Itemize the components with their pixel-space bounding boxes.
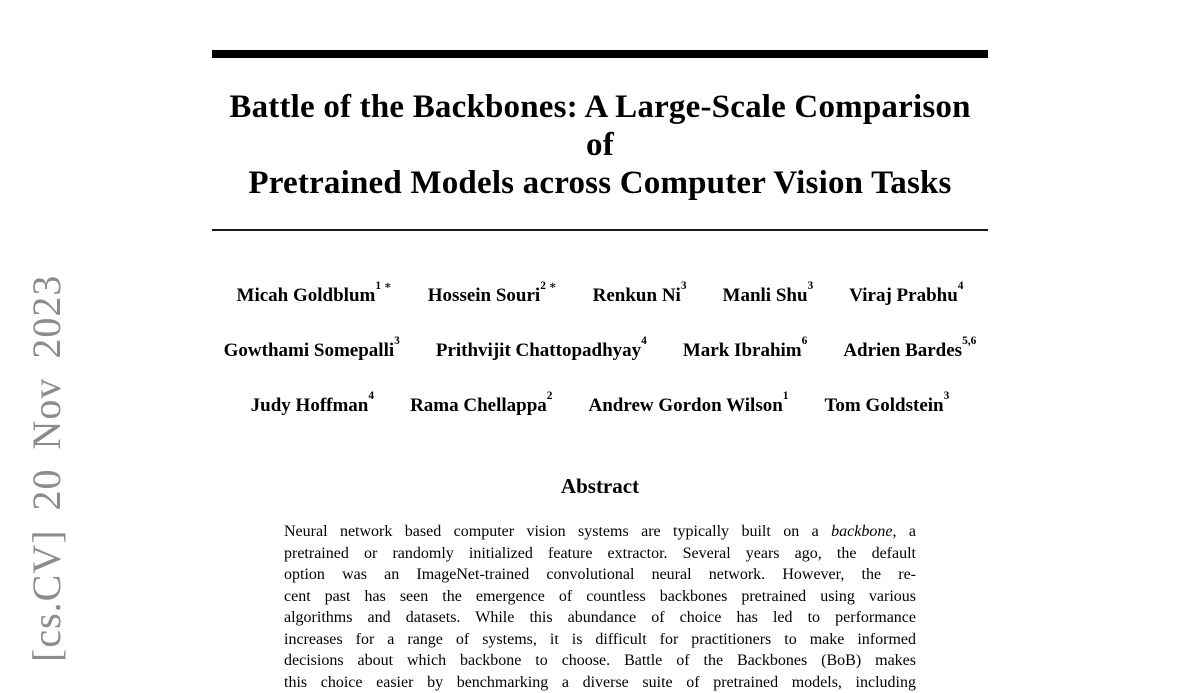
- abstract-text-segment: algorithms and datasets. While this abundance of choice has led to performance: [284, 609, 916, 626]
- paper-content-column: [212, 0, 988, 693]
- abstract-line: [284, 607, 916, 629]
- abstract-text-segment: option was an ImageNet-trained convolutional neural network. However, the re-: [284, 566, 916, 583]
- abstract-line: [284, 650, 916, 672]
- author-affiliation-superscript: 2: [547, 390, 553, 402]
- author: [843, 340, 976, 362]
- author-affiliation-superscript: 4: [958, 280, 964, 292]
- abstract-line: [284, 543, 916, 565]
- author-affiliation-superscript: 3: [394, 335, 400, 347]
- author-name: Hossein Souri: [428, 285, 540, 306]
- author-name: Gowthami Somepalli: [224, 340, 394, 361]
- abstract-text-segment: decisions about which backbone to choose. Battle of the Backbones (BoB) makes: [284, 652, 916, 669]
- author: [224, 340, 400, 362]
- author-affiliation-superscript: 2 ∗: [540, 280, 556, 292]
- author: [436, 340, 647, 362]
- author: [428, 285, 557, 307]
- abstract-text-segment: Neural network based computer vision systems are typically built on a: [284, 523, 831, 540]
- author-block: [212, 285, 988, 417]
- author-row: [212, 340, 988, 362]
- author: [410, 395, 552, 417]
- author-row: [212, 395, 988, 417]
- author-affiliation-superscript: 4: [641, 335, 647, 347]
- author-row: [212, 285, 988, 307]
- author-name: Andrew Gordon Wilson: [589, 395, 783, 416]
- author: [237, 285, 392, 307]
- title-rule-bottom: [212, 229, 988, 231]
- author-name: Rama Chellappa: [410, 395, 547, 416]
- author-name: Mark Ibrahim: [683, 340, 802, 361]
- author-name: Renkun Ni: [593, 285, 681, 306]
- abstract-text-segment: pretrained or randomly initialized feature extractor. Several years ago, the default: [284, 545, 916, 562]
- arxiv-sidebar-stamp: [cs.CV] 20 Nov 2023: [24, 275, 70, 662]
- author-affiliation-superscript: 6: [802, 335, 808, 347]
- author: [593, 285, 687, 307]
- abstract-line: [284, 521, 916, 543]
- author: [251, 395, 374, 417]
- paper-title: [212, 88, 988, 202]
- author: [589, 395, 789, 417]
- abstract-line: [284, 629, 916, 651]
- abstract-line: [284, 586, 916, 608]
- paper-title-line1: Battle of the Backbones: A Large-Scale Comparison of: [229, 89, 970, 163]
- abstract-text-segment: cent past has seen the emergence of countless backbones pretrained using various: [284, 588, 916, 605]
- author: [849, 285, 963, 307]
- author-affiliation-superscript: 3: [681, 280, 687, 292]
- author-affiliation-superscript: 4: [368, 390, 374, 402]
- author-affiliation-superscript: 3: [808, 280, 814, 292]
- author-name: Prithvijit Chattopadhyay: [436, 340, 641, 361]
- author-name: Tom Goldstein: [824, 395, 943, 416]
- abstract-text-segment: increases for a range of systems, it is difficult for practitioners to make informed: [284, 631, 916, 648]
- author-name: Viraj Prabhu: [849, 285, 958, 306]
- author-affiliation-superscript: 1 ∗: [375, 280, 391, 292]
- abstract-italic-term: backbone: [831, 523, 892, 540]
- author-name: Judy Hoffman: [251, 395, 369, 416]
- abstract-text-segment: , a: [892, 523, 916, 540]
- author-name: Micah Goldblum: [237, 285, 376, 306]
- abstract-line: [284, 672, 916, 693]
- paper-title-line2: Pretrained Models across Computer Vision Tasks: [248, 165, 951, 201]
- title-rule-top: [212, 50, 988, 58]
- author-affiliation-superscript: 1: [783, 390, 789, 402]
- author-affiliation-superscript: 5,6: [962, 335, 976, 347]
- abstract-text-segment: this choice easier by benchmarking a diverse suite of pretrained models, including: [284, 674, 916, 691]
- author: [824, 395, 949, 417]
- abstract-line: [284, 564, 916, 586]
- abstract-text: [284, 521, 916, 693]
- abstract-heading: Abstract: [212, 474, 988, 498]
- author-name: Manli Shu: [723, 285, 808, 306]
- author-affiliation-superscript: 3: [944, 390, 950, 402]
- author: [683, 340, 807, 362]
- author-name: Adrien Bardes: [843, 340, 962, 361]
- author: [723, 285, 814, 307]
